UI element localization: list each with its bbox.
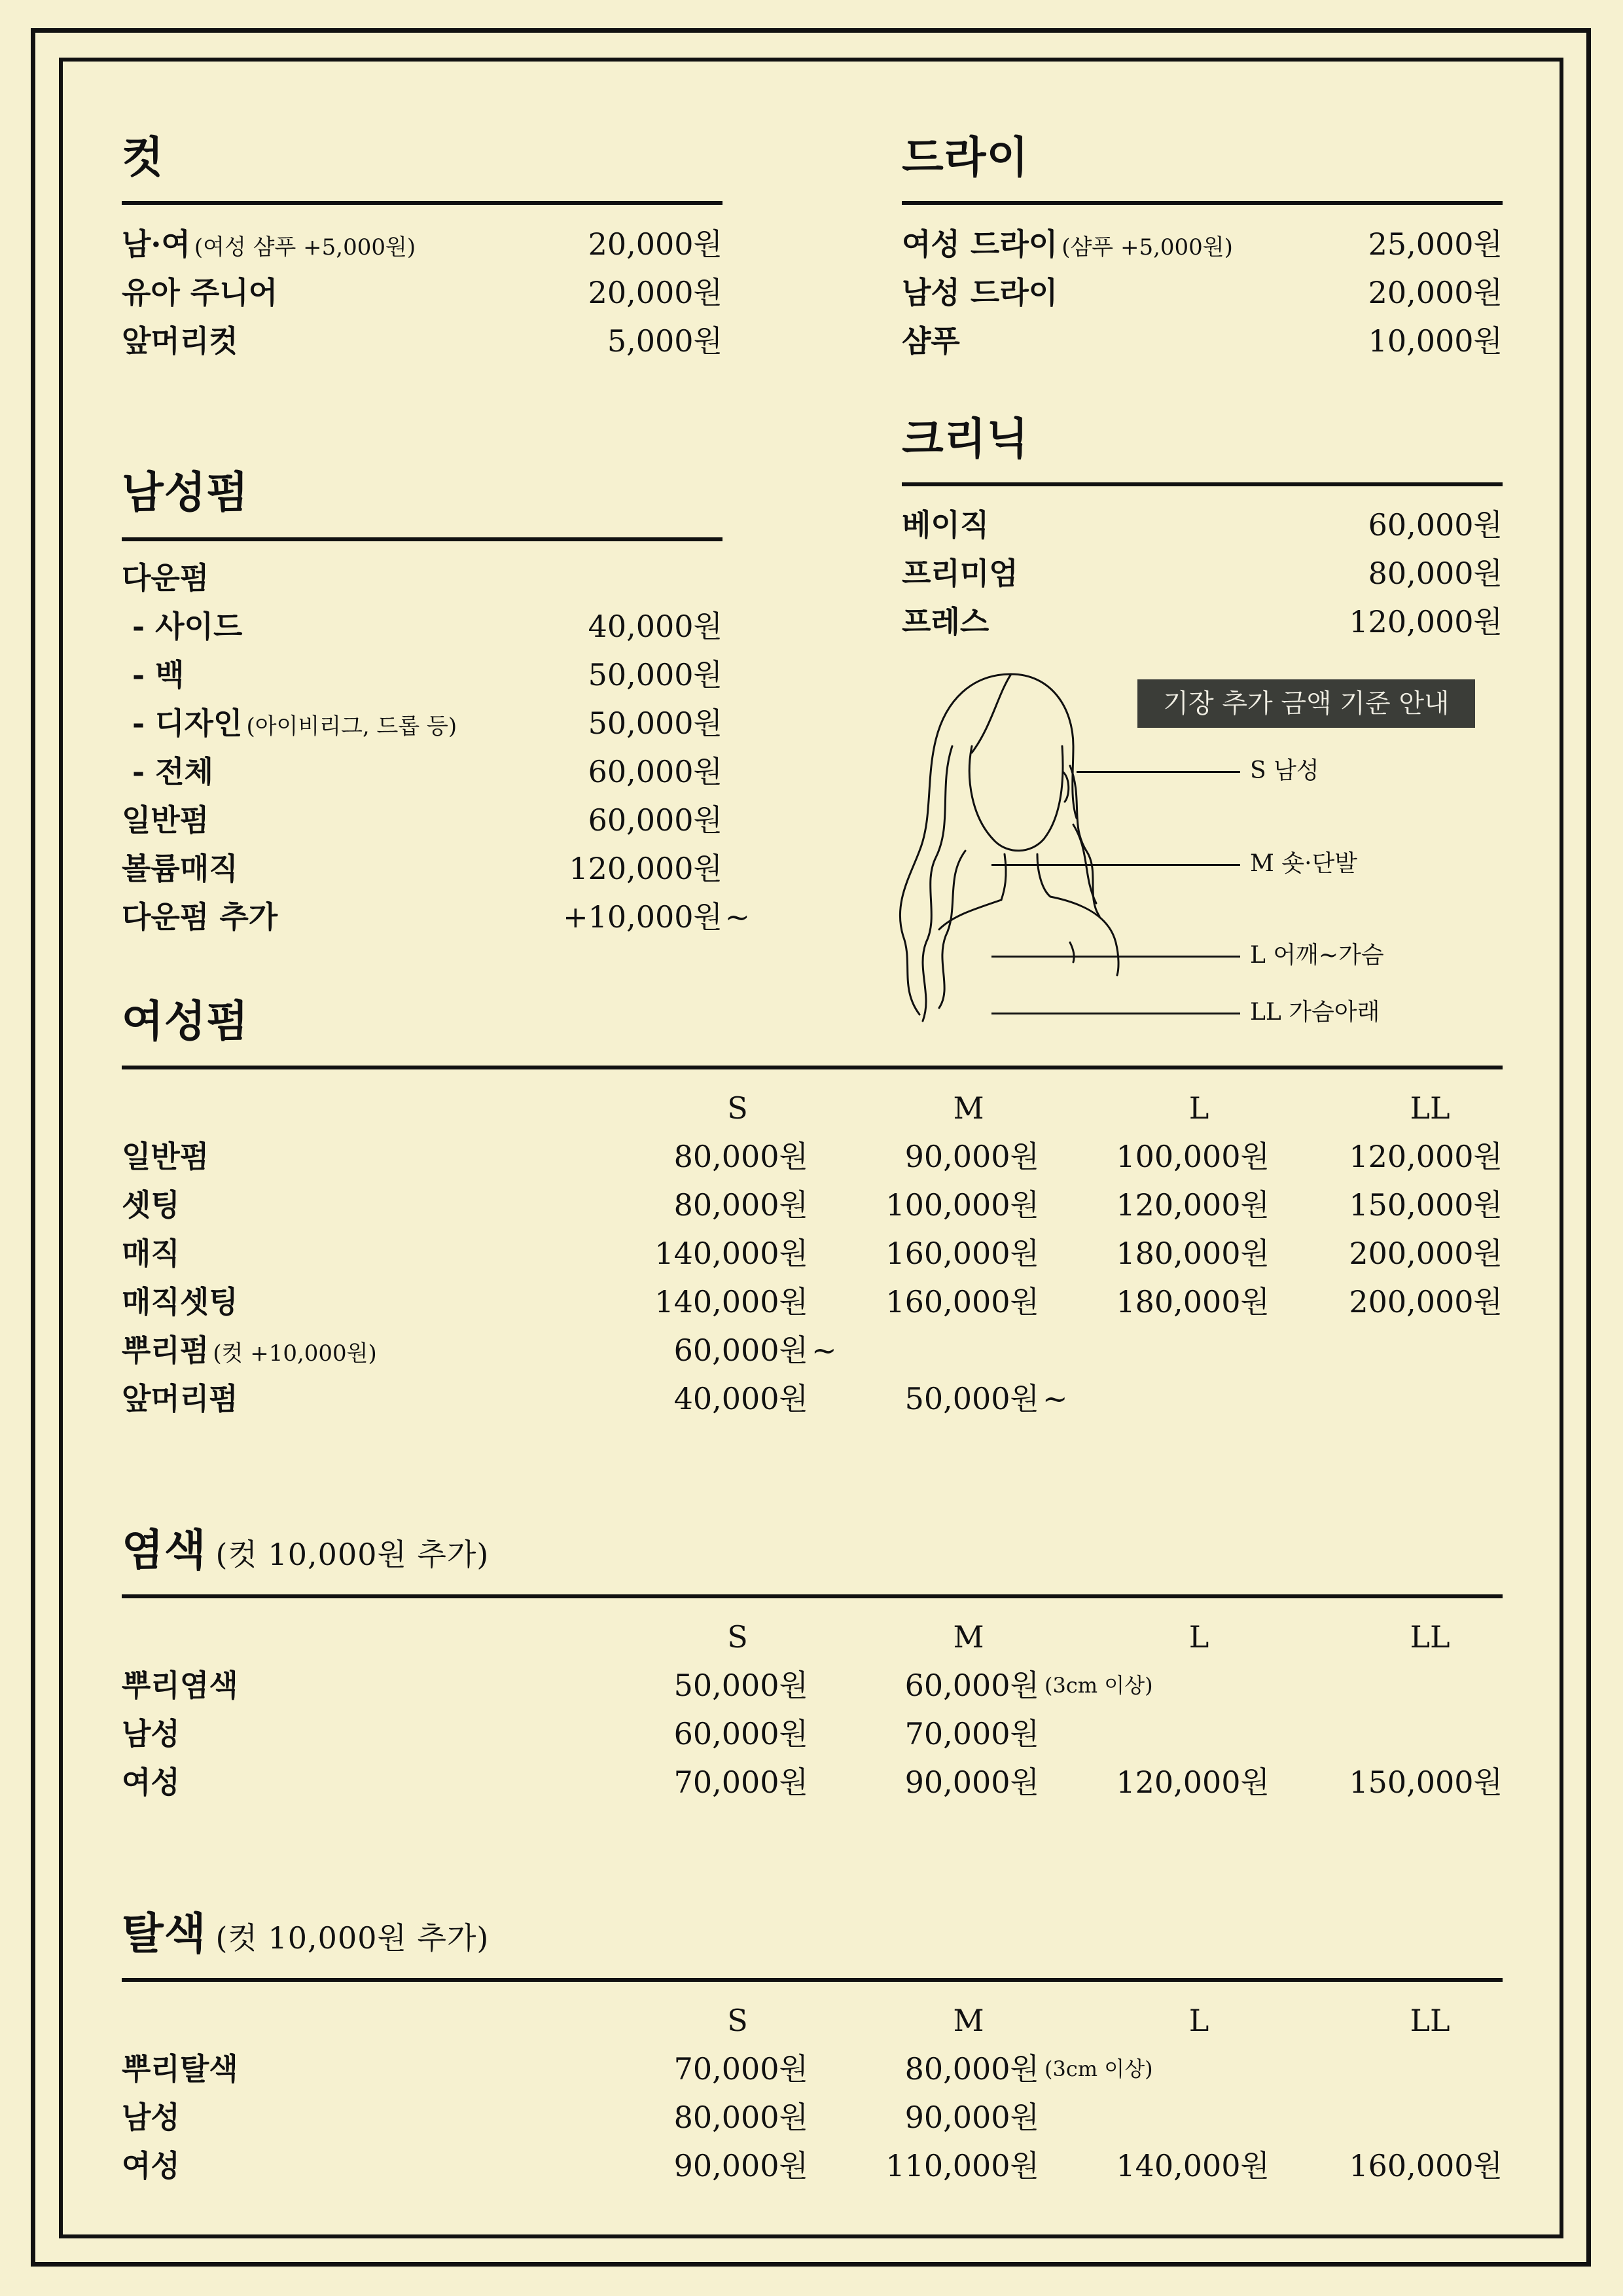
price-suffix: ~ bbox=[812, 1333, 837, 1368]
mens-perm-row: 다운펌 bbox=[122, 560, 209, 596]
price-m: 110,000원 bbox=[885, 2148, 1039, 2183]
price-s: 50,000원 bbox=[673, 1668, 808, 1703]
mens-perm-row: - 전체 60,000원 bbox=[122, 754, 722, 789]
price-m: 80,000원 bbox=[904, 2051, 1039, 2087]
clinic-row: 프리미엄 80,000원 bbox=[902, 556, 1503, 591]
leader-line-s bbox=[1077, 771, 1240, 773]
leader-line-m bbox=[991, 864, 1240, 866]
womens-perm-rule bbox=[122, 1066, 1503, 1069]
col-ll: LL bbox=[1410, 1090, 1450, 1126]
dry-rule bbox=[902, 201, 1503, 205]
clinic-row: 프레스 120,000원 bbox=[902, 604, 1503, 639]
woman-hair-illustration bbox=[874, 668, 1135, 1028]
cut-row: 앞머리컷 5,000원 bbox=[122, 323, 722, 359]
price-ll: 150,000원 bbox=[1349, 1765, 1503, 1800]
price-suffix: ~ bbox=[1043, 1381, 1068, 1416]
leader-line-l bbox=[991, 956, 1240, 958]
womens-perm-item: 매직셋팅 bbox=[122, 1284, 238, 1319]
bleach-item: 남성 bbox=[122, 2100, 180, 2135]
price-l: 180,000원 bbox=[1116, 1236, 1270, 1271]
price-s: 90,000원 bbox=[673, 2148, 808, 2183]
price-s: 80,000원 bbox=[673, 2100, 808, 2135]
price-ll: 120,000원 bbox=[1349, 1139, 1503, 1174]
womens-perm-item: 일반펌 bbox=[122, 1139, 209, 1174]
price-l: 140,000원 bbox=[1116, 2148, 1270, 2183]
price-s: 80,000원 bbox=[673, 1139, 808, 1174]
length-guide-badge: 기장 추가 금액 기준 안내 bbox=[1137, 679, 1475, 728]
price-m: 90,000원 bbox=[904, 1765, 1039, 1800]
dye-title: 염색 (컷 10,000원 추가) bbox=[122, 1524, 490, 1575]
bleach-item: 뿌리탈색 bbox=[122, 2051, 238, 2087]
dye-item: 여성 bbox=[122, 1765, 180, 1800]
price-s: 140,000원 bbox=[654, 1236, 808, 1271]
bleach-rule bbox=[122, 1978, 1503, 1982]
price-l: 100,000원 bbox=[1116, 1139, 1270, 1174]
price-s: 60,000원 bbox=[673, 1333, 808, 1368]
clinic-row: 베이직 60,000원 bbox=[902, 507, 1503, 543]
price-ll: 160,000원 bbox=[1349, 2148, 1503, 2183]
length-label-ll: LL 가슴아래 bbox=[1250, 999, 1380, 1026]
mens-perm-title: 남성펌 bbox=[122, 467, 249, 518]
mens-perm-row: - 디자인 (아이비리그, 드롭 등) 50,000원 bbox=[122, 706, 722, 741]
price-ll: 200,000원 bbox=[1349, 1236, 1503, 1271]
clinic-title: 크리닉 bbox=[902, 413, 1029, 464]
col-l: L bbox=[1188, 1090, 1209, 1126]
dry-row: 샴푸 10,000원 bbox=[902, 323, 1503, 359]
col-m: M bbox=[953, 2003, 984, 2038]
dye-item: 뿌리염색 bbox=[122, 1668, 238, 1703]
leader-line-ll bbox=[991, 1013, 1240, 1014]
col-s: S bbox=[727, 2003, 748, 2038]
price-ll: 200,000원 bbox=[1349, 1284, 1503, 1319]
price-m: 50,000원 bbox=[904, 1381, 1039, 1416]
price-note: (3cm 이상) bbox=[1044, 2056, 1153, 2081]
price-ll: 150,000원 bbox=[1349, 1187, 1503, 1223]
length-label-s: S 남성 bbox=[1250, 757, 1319, 784]
price-s: 70,000원 bbox=[673, 2051, 808, 2087]
col-s: S bbox=[727, 1619, 748, 1655]
price-s: 60,000원 bbox=[673, 1716, 808, 1751]
clinic-rule bbox=[902, 482, 1503, 486]
mens-perm-rule bbox=[122, 537, 722, 541]
col-m: M bbox=[953, 1090, 984, 1126]
length-label-m: M 숏·단발 bbox=[1250, 850, 1358, 877]
price-s: 70,000원 bbox=[673, 1765, 808, 1800]
dry-row: 여성 드라이 (샴푸 +5,000원) 25,000원 bbox=[902, 226, 1503, 262]
womens-perm-title: 여성펌 bbox=[122, 996, 249, 1047]
price-note: (3cm 이상) bbox=[1044, 1673, 1153, 1698]
womens-perm-item: 앞머리펌 bbox=[122, 1381, 238, 1416]
mens-perm-row: 일반펌 60,000원 bbox=[122, 802, 722, 838]
bleach-item: 여성 bbox=[122, 2148, 180, 2183]
price-m: 160,000원 bbox=[885, 1236, 1039, 1271]
dry-row: 남성 드라이 20,000원 bbox=[902, 275, 1503, 310]
cut-title: 컷 bbox=[122, 132, 164, 183]
col-ll: LL bbox=[1410, 2003, 1450, 2038]
col-s: S bbox=[727, 1090, 748, 1126]
price-l: 120,000원 bbox=[1116, 1187, 1270, 1223]
mens-perm-row: 다운펌 추가 +10,000원 ~ bbox=[122, 899, 750, 935]
womens-perm-item: 뿌리펌 (컷 +10,000원) bbox=[122, 1333, 377, 1368]
price-l: 180,000원 bbox=[1116, 1284, 1270, 1319]
dye-item: 남성 bbox=[122, 1716, 180, 1751]
price-m: 100,000원 bbox=[885, 1187, 1039, 1223]
cut-rule bbox=[122, 201, 722, 205]
col-l: L bbox=[1188, 1619, 1209, 1655]
dye-rule bbox=[122, 1594, 1503, 1598]
col-ll: LL bbox=[1410, 1619, 1450, 1655]
col-m: M bbox=[953, 1619, 984, 1655]
price-s: 80,000원 bbox=[673, 1187, 808, 1223]
mens-perm-row: 볼륨매직 120,000원 bbox=[122, 851, 722, 886]
bleach-title: 탈색 (컷 10,000원 추가) bbox=[122, 1908, 490, 1959]
col-l: L bbox=[1188, 2003, 1209, 2038]
mens-perm-row: - 백 50,000원 bbox=[122, 657, 722, 692]
length-label-l: L 어깨~가슴 bbox=[1250, 942, 1384, 969]
cut-row: 남·여 (여성 샴푸 +5,000원) 20,000원 bbox=[122, 226, 722, 262]
mens-perm-row: - 사이드 40,000원 bbox=[122, 609, 722, 644]
price-l: 120,000원 bbox=[1116, 1765, 1270, 1800]
price-m: 60,000원 bbox=[904, 1668, 1039, 1703]
womens-perm-item: 매직 bbox=[122, 1236, 180, 1271]
dry-title: 드라이 bbox=[902, 132, 1029, 183]
price-m: 70,000원 bbox=[904, 1716, 1039, 1751]
cut-row: 유아 주니어 20,000원 bbox=[122, 275, 722, 310]
price-s: 140,000원 bbox=[654, 1284, 808, 1319]
price-m: 160,000원 bbox=[885, 1284, 1039, 1319]
price-m: 90,000원 bbox=[904, 2100, 1039, 2135]
price-m: 90,000원 bbox=[904, 1139, 1039, 1174]
price-s: 40,000원 bbox=[673, 1381, 808, 1416]
womens-perm-item: 셋팅 bbox=[122, 1187, 180, 1223]
